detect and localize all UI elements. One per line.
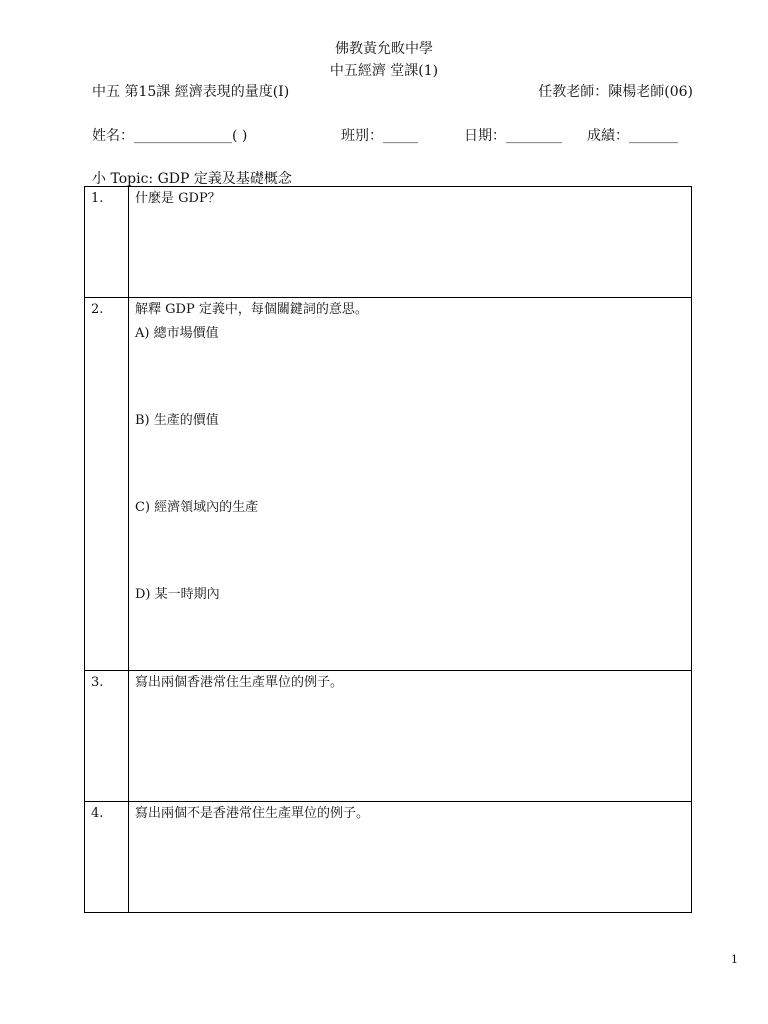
question-text: 解釋 GDP 定義中，每個關鍵詞的意思。 xyxy=(135,302,368,317)
question-row xyxy=(85,187,692,298)
question-number: 4. xyxy=(85,802,129,913)
question-text: 寫出兩個香港常住生產單位的例子。 xyxy=(135,675,344,690)
sub-question-d: D) 某一時期內 xyxy=(135,587,220,602)
school-name: 佛教黃允畋中學 xyxy=(335,41,433,57)
grade-field: 成績：_______ xyxy=(587,128,678,144)
topic-heading: 小 Topic: GDP 定義及基礎概念 xyxy=(92,171,292,187)
class-title: 中五經濟 堂課(1) xyxy=(329,63,439,79)
question-table xyxy=(84,186,692,913)
question-text: 什麼是 GDP？ xyxy=(135,191,221,206)
lesson-title: 中五 第15課 經濟表現的量度(Ⅰ) xyxy=(92,84,290,100)
question-number: 2. xyxy=(85,298,129,671)
question-row xyxy=(85,671,692,802)
question-number: 1. xyxy=(85,187,129,298)
sub-question-c: C) 經濟領域內的生產 xyxy=(135,500,259,515)
question-cell xyxy=(129,187,692,298)
question-cell xyxy=(129,671,692,802)
question-row xyxy=(85,298,692,671)
name-field: 姓名：______________( ) xyxy=(92,128,248,144)
sub-question-a: A) 總市場價值 xyxy=(135,326,219,341)
teacher-name: 任教老師：陳楊老師(06) xyxy=(538,84,693,100)
question-text: 寫出兩個不是香港常住生產單位的例子。 xyxy=(135,806,370,821)
page-number: 1 xyxy=(731,953,738,966)
sub-question-b: B) 生產的價值 xyxy=(135,413,219,428)
question-row xyxy=(85,802,692,913)
date-field: 日期：________ xyxy=(464,128,562,144)
question-cell xyxy=(129,298,692,671)
question-cell xyxy=(129,802,692,913)
class-field: 班別：_____ xyxy=(341,128,418,144)
question-number: 3. xyxy=(85,671,129,802)
